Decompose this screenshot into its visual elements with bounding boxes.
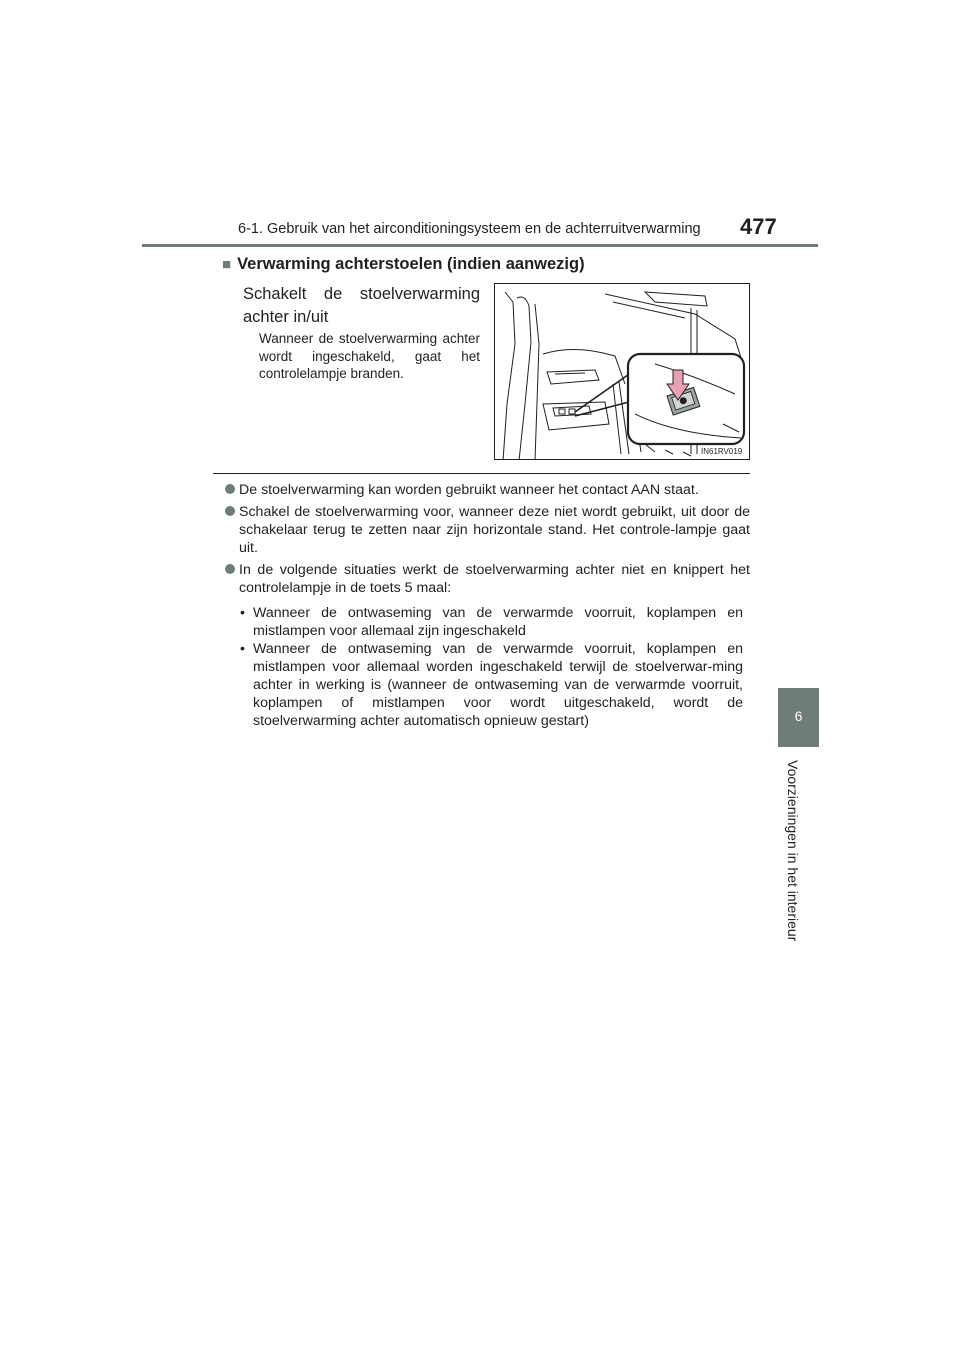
chapter-header: 6-1. Gebruik van het airconditioningsysteem en de achterruitverwarming	[238, 221, 701, 237]
sub-list-item-text: Wanneer de ontwaseming van de verwarmde voorruit, koplampen en mistlampen voor allemaal zijn ingeschakeld	[253, 605, 743, 639]
illustration-code: IN61RV019	[701, 447, 743, 456]
list-item	[225, 481, 750, 499]
rear-door-panel-drawing	[495, 284, 750, 460]
sub-bullet-mark: •	[240, 641, 245, 657]
header-rule	[142, 244, 818, 247]
section-heading-text: Verwarming achterstoelen (indien aanwezig)	[237, 255, 585, 273]
list-item-text: De stoelverwarming kan worden gebruikt wanneer het contact AAN staat.	[239, 482, 699, 498]
sub-list-item	[240, 604, 743, 640]
section-divider	[213, 473, 750, 474]
page-number: 477	[740, 214, 777, 239]
bullet-icon	[225, 564, 235, 574]
bullet-icon	[225, 506, 235, 516]
sub-list-item-text: Wanneer de ontwaseming van de verwarmde voorruit, koplampen en mistlampen voor allemaal worden ingeschakeld terwijl de stoelverwar-ming achter in werking is (wanneer de ontwaseming van de verwarmde voorruit, koplampen of mistlampen voor wordt uitgeschakeld, wordt de stoelverwarming achter automatisch opnieuw gestart)	[253, 641, 743, 729]
heading-square-icon: ■	[222, 256, 232, 273]
intro-text: Schakelt de stoelverwarming achter in/uit	[243, 285, 480, 326]
list-item-text: In de volgende situaties werkt de stoelverwarming achter niet en knippert het controlelampje in de toets 5 maal:	[239, 562, 750, 596]
sub-list-item	[240, 640, 743, 730]
list-item	[225, 503, 750, 557]
bullet-icon	[225, 484, 235, 494]
list-item-text: Schakel de stoelverwarming voor, wanneer deze niet wordt gebruikt, uit door de schakelaar terug te zetten naar zijn horizontale stand. Het controle-lampje gaat uit.	[239, 504, 750, 556]
list-item	[225, 561, 750, 597]
sub-bullet-mark: •	[240, 605, 245, 621]
chapter-tab-number: 6	[794, 708, 803, 724]
intro-note: Wanneer de stoelverwarming achter wordt ingeschakeld, gaat het controlelampje branden.	[259, 331, 480, 381]
seat-heater-illustration	[494, 283, 750, 460]
chapter-side-label-text: Voorzieningen in het interieur	[785, 760, 801, 942]
section-heading	[222, 255, 585, 274]
chapter-side-label	[771, 760, 801, 942]
